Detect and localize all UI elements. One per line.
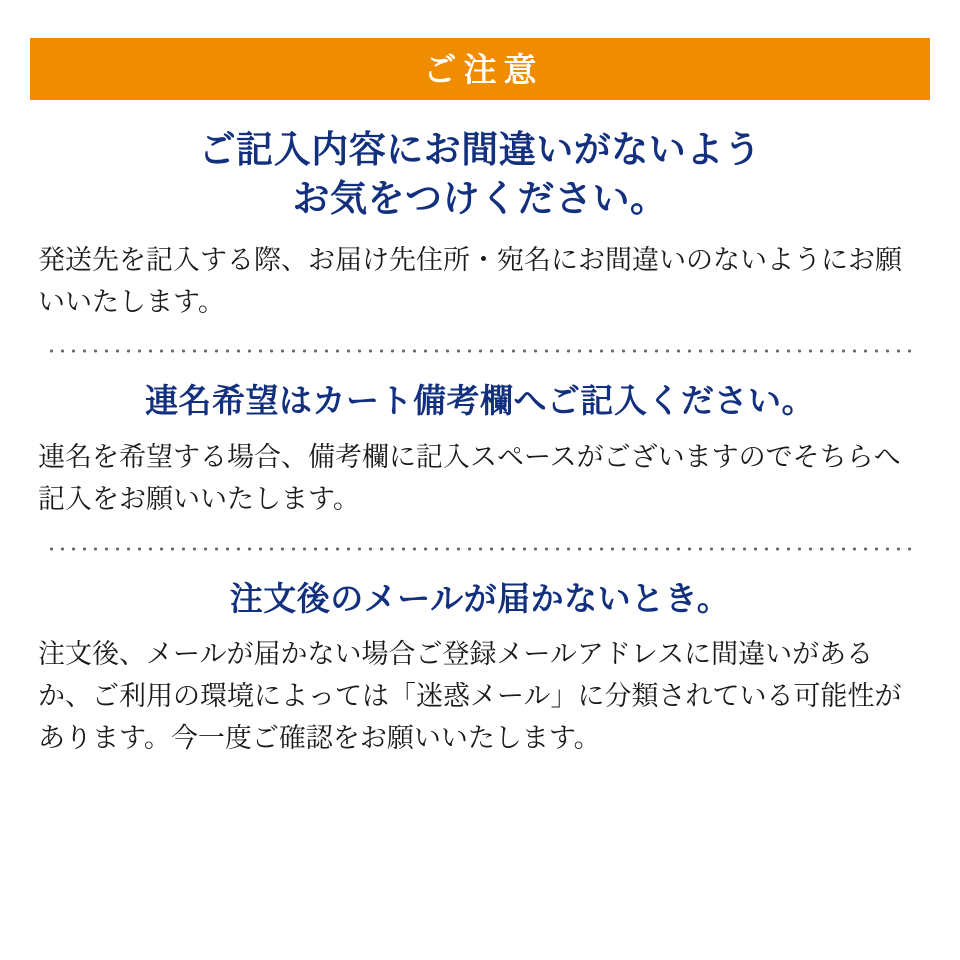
section-address-check	[38, 100, 922, 323]
section-heading-line1: 注文後のメールが届かないとき。	[229, 579, 731, 617]
section-heading-line1: ご記入内容にお間違いがないよう	[198, 129, 762, 170]
section-body: 連名を希望する場合、備考欄に記入スペースがございますのでそちらへ記入をお願いいたします。	[38, 441, 901, 514]
section-mail-not-received	[38, 551, 922, 760]
notice-content	[0, 100, 960, 760]
section-joint-name	[38, 353, 922, 520]
section-body: 注文後、メールが届かない場合ご登録メールアドレスに間違いがあるか、ご利用の環境によっては「迷惑メール」に分類されている可能性があります。今一度ご確認をお願いいたします。	[38, 639, 902, 753]
section-heading	[38, 126, 922, 224]
section-heading	[38, 577, 922, 621]
section-heading-line2: お気をつけください。	[292, 177, 668, 219]
section-heading-line1: 連名希望はカート備考欄へご記入ください。	[145, 382, 815, 420]
section-heading	[38, 379, 922, 423]
banner-title: ご注意	[423, 50, 544, 88]
section-body: 発送先を記入する際、お届け先住所・宛名にお間違いのないようにお願いいたします。	[38, 244, 902, 317]
notice-banner	[30, 38, 930, 100]
